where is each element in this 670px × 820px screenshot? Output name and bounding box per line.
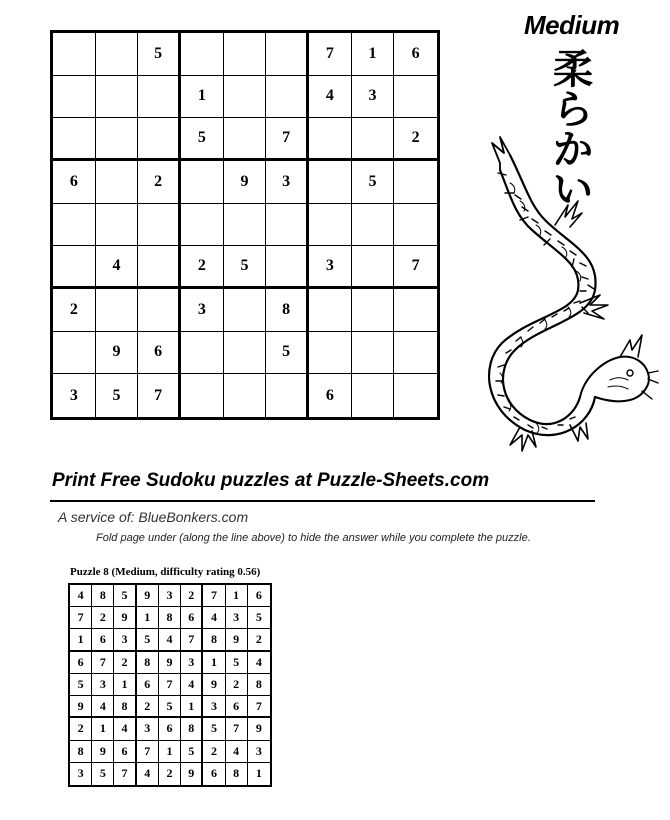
grid-cell: 1: [352, 33, 395, 76]
grid-cell: 4: [92, 696, 114, 718]
grid-cell: 7: [92, 652, 114, 674]
grid-cell: 1: [255, 766, 262, 781]
grid-cell: 2: [92, 607, 114, 629]
grid-cell: [266, 374, 309, 417]
grid-cell: [181, 33, 224, 76]
grid-cell: 6: [309, 374, 352, 417]
grid-cell: [96, 289, 139, 332]
grid-cell: 5: [159, 696, 181, 718]
grid-cell: 5: [352, 161, 395, 204]
grid-cell: 9: [137, 585, 159, 607]
grid-cell: 5: [226, 652, 248, 674]
grid-cell: 6: [138, 332, 181, 375]
grid-cell: 3: [92, 674, 114, 696]
grid-cell: [138, 76, 181, 119]
grid-cell: 1: [70, 629, 92, 651]
grid-cell: [394, 289, 437, 332]
grid-cell: 3: [70, 763, 92, 785]
grid-cell: 1: [159, 741, 181, 763]
grid-cell: 2: [394, 118, 437, 161]
grid-cell: 2: [70, 718, 92, 740]
grid-cell: [352, 246, 395, 289]
grid-cell: [394, 204, 437, 247]
grid-cell: [181, 161, 224, 204]
grid-cell: [309, 204, 352, 247]
grid-cell: [53, 246, 96, 289]
kanji-char: ら: [553, 86, 593, 133]
grid-cell: [96, 118, 139, 161]
promo-line: Print Free Sudoku puzzles at Puzzle-Sheets.com: [52, 470, 490, 491]
grid-cell: 8: [159, 607, 181, 629]
grid-cell: 7: [138, 374, 181, 417]
grid-cell: [309, 161, 352, 204]
grid-cell: 6: [226, 696, 248, 718]
grid-cell: 7: [266, 118, 309, 161]
grid-cell: [309, 289, 352, 332]
grid-cell: 9: [92, 741, 114, 763]
grid-cell: 3: [226, 607, 248, 629]
grid-cell: 6: [203, 763, 225, 785]
grid-cell: 7: [70, 607, 92, 629]
grid-cell: 9: [96, 332, 139, 375]
grid-cell: 3: [137, 718, 159, 740]
grid-cell: 4: [137, 763, 159, 785]
grid-cell: [224, 332, 267, 375]
grid-cell: 6: [70, 652, 92, 674]
grid-cell: 7: [226, 718, 248, 740]
grid-cell: [224, 289, 267, 332]
answer-caption: Puzzle 8 (Medium, difficulty rating 0.56): [70, 566, 261, 578]
grid-cell: 5: [203, 718, 225, 740]
grid-cell: 9: [224, 161, 267, 204]
grid-cell: [224, 204, 267, 247]
grid-cell: [181, 374, 224, 417]
grid-cell: 5: [114, 585, 136, 607]
grid-cell: 7: [203, 585, 225, 607]
grid-cell: 1: [137, 607, 159, 629]
grid-cell: 6: [181, 607, 203, 629]
grid-cell: 6: [53, 161, 96, 204]
dragon-illustration-icon: [470, 135, 660, 455]
grid-cell: 6: [114, 741, 136, 763]
grid-cell: 2: [203, 741, 225, 763]
grid-cell: 2: [159, 763, 181, 785]
fold-rule: [50, 500, 595, 502]
grid-cell: [394, 332, 437, 375]
grid-cell: 7: [181, 629, 203, 651]
grid-cell: 5: [224, 246, 267, 289]
grid-cell: 3: [352, 76, 395, 119]
grid-cell: 9: [70, 696, 92, 718]
grid-cell: [138, 246, 181, 289]
grid-cell: 9: [248, 718, 270, 740]
grid-cell: [352, 374, 395, 417]
grid-cell: 5: [181, 741, 203, 763]
grid-cell: 9: [203, 674, 225, 696]
grid-cell: [96, 204, 139, 247]
grid-cell: 7: [394, 246, 437, 289]
grid-cell: 5: [266, 332, 309, 375]
grid-cell: [224, 76, 267, 119]
grid-cell: 2: [181, 585, 203, 607]
grid-cell: [309, 332, 352, 375]
grid-cell: 5: [138, 33, 181, 76]
grid-cell: 5: [181, 118, 224, 161]
grid-cell: 6: [137, 674, 159, 696]
grid-cell: 3: [114, 629, 136, 651]
grid-cell: 2: [137, 696, 159, 718]
grid-cell: 2: [226, 674, 248, 696]
grid-cell: 5: [137, 629, 159, 651]
grid-cell: [309, 118, 352, 161]
grid-cell: 6: [159, 718, 181, 740]
grid-cell: [394, 374, 437, 417]
grid-cell: 3: [181, 652, 203, 674]
difficulty-label: Medium: [524, 10, 620, 40]
grid-cell: [352, 289, 395, 332]
grid-cell: [266, 76, 309, 119]
grid-cell: [224, 374, 267, 417]
grid-cell: 3: [309, 246, 352, 289]
grid-cell: [224, 33, 267, 76]
grid-cell: 7: [114, 763, 136, 785]
grid-cell: [266, 204, 309, 247]
grid-cell: 9: [114, 607, 136, 629]
grid-cell: 6: [248, 585, 270, 607]
grid-cell: 3: [181, 289, 224, 332]
grid-cell: 5: [248, 607, 270, 629]
grid-cell: 7: [159, 674, 181, 696]
grid-cell: 9: [226, 629, 248, 651]
kanji-char: い: [553, 166, 593, 213]
grid-cell: [394, 161, 437, 204]
grid-cell: [266, 246, 309, 289]
grid-cell: 4: [226, 741, 248, 763]
grid-cell: 6: [92, 629, 114, 651]
kanji-char: か: [553, 126, 593, 173]
grid-cell: 2: [114, 652, 136, 674]
grid-cell: 4: [114, 718, 136, 740]
grid-cell: 4: [203, 607, 225, 629]
grid-cell: 4: [70, 585, 92, 607]
grid-cell: 8: [248, 674, 270, 696]
grid-cell: [53, 332, 96, 375]
grid-cell: 1: [203, 652, 225, 674]
grid-cell: 8: [114, 696, 136, 718]
grid-cell: [138, 204, 181, 247]
grid-cell: [352, 332, 395, 375]
service-line: A service of: BlueBonkers.com: [58, 509, 249, 525]
grid-cell: [266, 33, 309, 76]
grid-cell: 1: [226, 585, 248, 607]
grid-cell: 1: [114, 674, 136, 696]
grid-cell: 5: [70, 674, 92, 696]
grid-cell: 6: [394, 33, 437, 76]
puzzle-grid: [50, 30, 440, 420]
fold-note: Fold page under (along the line above) to hide the answer while you complete the puzzle.: [96, 532, 531, 544]
grid-cell: 9: [159, 652, 181, 674]
grid-cell: 2: [138, 161, 181, 204]
grid-cell: [181, 332, 224, 375]
grid-cell: [53, 204, 96, 247]
grid-cell: 8: [92, 585, 114, 607]
grid-cell: [53, 33, 96, 76]
grid-cell: 4: [96, 246, 139, 289]
grid-cell: [352, 118, 395, 161]
grid-cell: 1: [181, 696, 203, 718]
answer-grid: [68, 583, 272, 787]
grid-cell: [224, 118, 267, 161]
grid-cell: 8: [137, 652, 159, 674]
grid-cell: 5: [96, 374, 139, 417]
grid-cell: 2: [248, 629, 270, 651]
grid-cell: 2: [181, 246, 224, 289]
grid-cell: 4: [159, 629, 181, 651]
grid-cell: 8: [266, 289, 309, 332]
grid-cell: 1: [181, 76, 224, 119]
grid-cell: 8: [203, 629, 225, 651]
grid-cell: 9: [181, 763, 203, 785]
grid-cell: 2: [53, 289, 96, 332]
grid-cell: 4: [309, 76, 352, 119]
grid-cell: 3: [159, 585, 181, 607]
grid-cell: [138, 118, 181, 161]
grid-cell: [352, 204, 395, 247]
grid-cell: 8: [181, 718, 203, 740]
grid-cell: 3: [53, 374, 96, 417]
grid-cell: 8: [70, 741, 92, 763]
grid-cell: [138, 289, 181, 332]
grid-cell: 1: [92, 718, 114, 740]
grid-cell: 4: [181, 674, 203, 696]
kanji-char: 柔: [553, 46, 593, 93]
grid-cell: 4: [248, 652, 270, 674]
grid-cell: [394, 76, 437, 119]
grid-cell: [181, 204, 224, 247]
grid-cell: 3: [203, 696, 225, 718]
grid-cell: [96, 161, 139, 204]
grid-cell: 3: [266, 161, 309, 204]
grid-cell: [96, 33, 139, 76]
grid-cell: 7: [309, 33, 352, 76]
grid-cell: [53, 76, 96, 119]
grid-cell: [53, 118, 96, 161]
grid-cell: 8: [226, 763, 248, 785]
grid-cell: 7: [137, 741, 159, 763]
grid-cell: 3: [248, 741, 270, 763]
grid-cell: 7: [248, 696, 270, 718]
grid-cell: [96, 76, 139, 119]
grid-cell: 5: [92, 763, 114, 785]
